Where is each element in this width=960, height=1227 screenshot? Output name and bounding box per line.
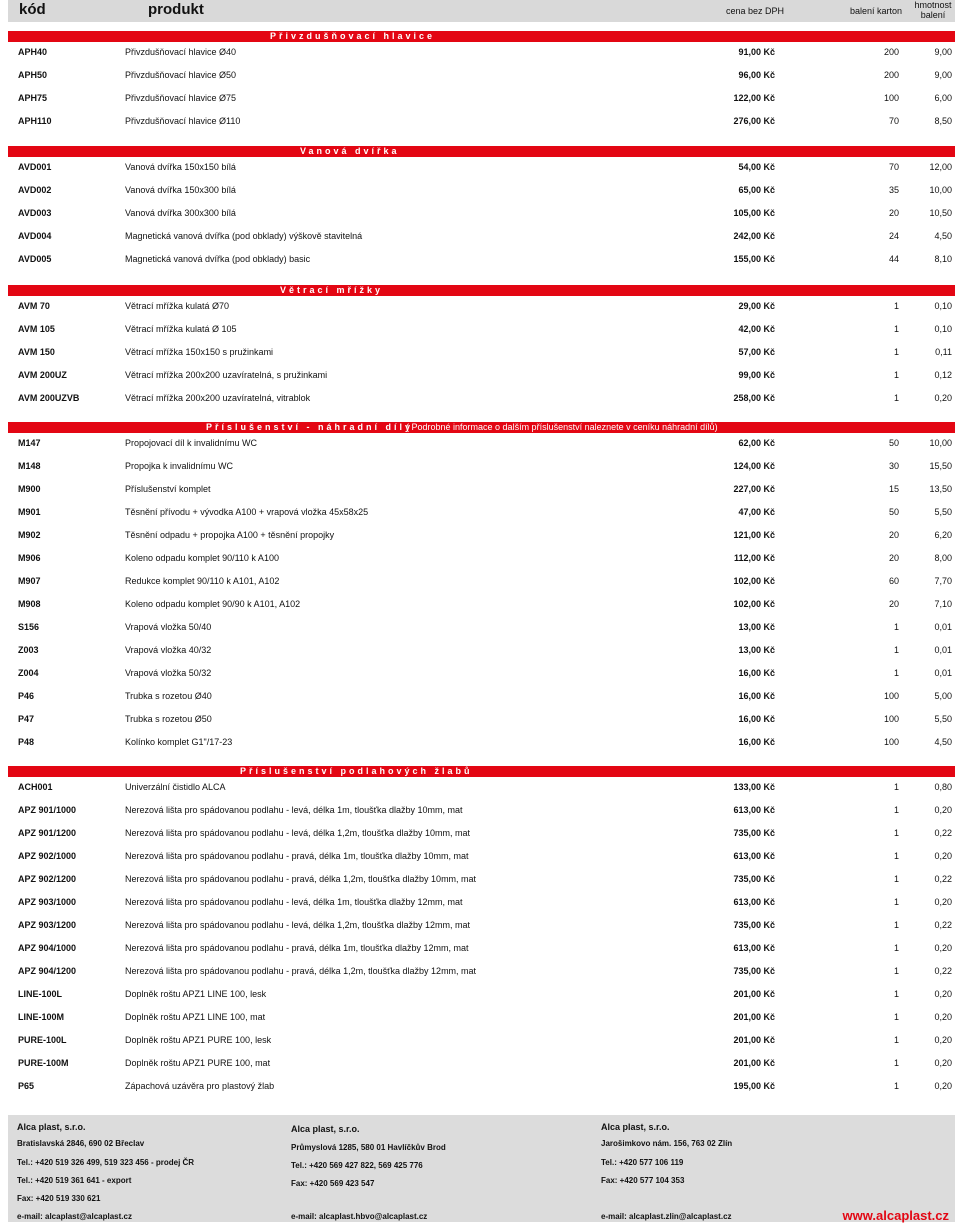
product-code: P48 <box>18 737 35 747</box>
product-price: 201,00 Kč <box>733 1058 775 1068</box>
product-name: Vanová dvířka 150x150 bílá <box>125 162 236 172</box>
table-row <box>8 596 955 612</box>
table-row <box>8 321 955 337</box>
product-code: P46 <box>18 691 35 701</box>
product-code: P47 <box>18 714 35 724</box>
section-title: Větrací mřížky <box>280 285 384 295</box>
package-weight: 0,22 <box>934 874 952 884</box>
package-weight: 8,00 <box>934 553 952 563</box>
carton-qty: 20 <box>888 530 899 540</box>
package-weight: 0,11 <box>935 347 952 357</box>
product-code: LINE-100M <box>18 1012 65 1022</box>
table-row <box>8 802 955 818</box>
carton-qty: 1 <box>893 874 899 884</box>
package-weight: 0,01 <box>934 668 952 678</box>
contact-line: Bratislavská 2846, 690 02 Břeclav <box>17 1139 145 1148</box>
product-name: Nerezová lišta pro spádovanou podlahu - pravá, délka 1,2m, tloušťka dlažby 12mm, mat <box>125 966 477 976</box>
product-code: AVD003 <box>18 208 52 218</box>
table-row <box>8 550 955 566</box>
table-row <box>8 90 955 106</box>
product-price: 276,00 Kč <box>733 116 775 126</box>
product-name: Univerzální čistidlo ALCA <box>125 782 226 792</box>
carton-qty: 1 <box>893 301 899 311</box>
product-price: 735,00 Kč <box>733 828 775 838</box>
carton-qty: 1 <box>893 805 899 815</box>
package-weight: 0,20 <box>934 943 952 953</box>
product-code: ACH001 <box>18 782 53 792</box>
company-name: Alca plast, s.r.o. <box>17 1122 86 1132</box>
table-row <box>8 940 955 956</box>
table-row <box>8 688 955 704</box>
carton-qty: 1 <box>893 1058 899 1068</box>
table-row <box>8 734 955 750</box>
table-row <box>8 367 955 383</box>
product-price: 242,00 Kč <box>733 231 775 241</box>
product-name: Trubka s rozetou Ø40 <box>125 691 212 701</box>
product-price: 105,00 Kč <box>733 208 775 218</box>
table-row <box>8 894 955 910</box>
product-price: 613,00 Kč <box>733 897 775 907</box>
table-row <box>8 251 955 267</box>
product-price: 16,00 Kč <box>738 691 775 701</box>
package-weight: 9,00 <box>934 47 952 57</box>
carton-qty: 100 <box>883 714 899 724</box>
product-price: 122,00 Kč <box>733 93 775 103</box>
product-price: 133,00 Kč <box>733 782 775 792</box>
carton-qty: 100 <box>883 93 899 103</box>
product-name: Doplněk roštu APZ1 LINE 100, lesk <box>125 989 267 999</box>
carton-qty: 1 <box>893 370 899 380</box>
footer <box>8 1115 955 1222</box>
product-code: PURE-100L <box>18 1035 67 1045</box>
package-weight: 0,01 <box>934 645 952 655</box>
section-title: Příslušenství - náhradní díly <box>206 422 414 432</box>
carton-qty: 20 <box>888 208 899 218</box>
carton-qty: 1 <box>893 966 899 976</box>
table-row <box>8 573 955 589</box>
header-code: kód <box>19 1 46 18</box>
product-code: PURE-100M <box>18 1058 69 1068</box>
carton-qty: 50 <box>888 507 899 517</box>
product-name: Nerezová lišta pro spádovanou podlahu - levá, délka 1m, tloušťka dlažby 10mm, mat <box>125 805 463 815</box>
carton-qty: 1 <box>893 645 899 655</box>
carton-qty: 1 <box>893 1081 899 1091</box>
section-title: Přivzdušňovací hlavice <box>270 31 436 41</box>
table-row <box>8 1078 955 1094</box>
product-name: Příslušenství komplet <box>125 484 211 494</box>
product-name: Redukce komplet 90/110 k A101, A102 <box>125 576 280 586</box>
carton-qty: 1 <box>893 989 899 999</box>
carton-qty: 200 <box>883 47 899 57</box>
product-price: 102,00 Kč <box>733 599 775 609</box>
product-price: 735,00 Kč <box>733 966 775 976</box>
product-code: M908 <box>18 599 41 609</box>
header-weight-line2: balení <box>920 10 946 20</box>
carton-qty: 1 <box>893 943 899 953</box>
product-code: APH40 <box>18 47 48 57</box>
carton-qty: 20 <box>888 599 899 609</box>
table-row <box>8 228 955 244</box>
package-weight: 0,20 <box>934 393 952 403</box>
product-code: AVM 200UZ <box>18 370 67 380</box>
table-row <box>8 642 955 658</box>
table-row <box>8 917 955 933</box>
website-link[interactable]: www.alcaplast.cz <box>842 1208 949 1223</box>
package-weight: 8,10 <box>934 254 952 264</box>
table-row <box>8 344 955 360</box>
table-row <box>8 67 955 83</box>
contact-line: Fax: +420 577 104 353 <box>601 1176 685 1185</box>
contact-line: Tel.: +420 569 427 822, 569 425 776 <box>291 1161 423 1170</box>
product-name: Větrací mřížka 150x150 s pružinkami <box>125 347 274 357</box>
header-weight-line1: hmotnost <box>914 0 952 10</box>
contact-line: Fax: +420 569 423 547 <box>291 1179 375 1188</box>
product-price: 16,00 Kč <box>738 668 775 678</box>
product-name: Propojovací díl k invalidnímu WC <box>125 438 258 448</box>
product-code: APZ 902/1000 <box>18 851 77 861</box>
contact-line: Jarošimkovo nám. 156, 763 02 Zlín <box>601 1139 733 1148</box>
product-name: Nerezová lišta pro spádovanou podlahu - pravá, délka 1m, tloušťka dlažby 12mm, mat <box>125 943 469 953</box>
product-code: AVM 70 <box>18 301 50 311</box>
product-name: Přivzdušňovací hlavice Ø110 <box>125 116 241 126</box>
product-price: 121,00 Kč <box>733 530 775 540</box>
product-price: 735,00 Kč <box>733 920 775 930</box>
contact-line: Tel.: +420 519 326 499, 519 323 456 - prodej ČR <box>17 1158 195 1167</box>
section-header <box>8 31 955 42</box>
package-weight: 0,12 <box>934 370 952 380</box>
product-name: Vanová dvířka 150x300 bílá <box>125 185 236 195</box>
carton-qty: 100 <box>883 691 899 701</box>
carton-qty: 1 <box>893 622 899 632</box>
product-code: S156 <box>18 622 40 632</box>
product-price: 258,00 Kč <box>733 393 775 403</box>
package-weight: 4,50 <box>934 231 952 241</box>
product-price: 47,00 Kč <box>738 507 775 517</box>
product-price: 613,00 Kč <box>733 851 775 861</box>
package-weight: 0,22 <box>934 828 952 838</box>
product-code: AVM 200UZVB <box>18 393 80 403</box>
product-code: APZ 904/1000 <box>18 943 77 953</box>
product-code: M148 <box>18 461 41 471</box>
product-price: 57,00 Kč <box>738 347 775 357</box>
product-name: Koleno odpadu komplet 90/110 k A100 <box>125 553 279 563</box>
section-header <box>8 422 955 433</box>
carton-qty: 70 <box>888 162 899 172</box>
package-weight: 13,50 <box>929 484 952 494</box>
contact-line: Tel.: +420 577 106 119 <box>601 1158 684 1167</box>
package-weight: 5,50 <box>934 507 952 517</box>
table-header <box>8 0 955 22</box>
product-name: Větrací mřížka 200x200 uzavíratelná, s pružinkami <box>125 370 328 380</box>
product-name: Vrapová vložka 50/32 <box>125 668 212 678</box>
product-code: AVD001 <box>18 162 52 172</box>
carton-qty: 200 <box>883 70 899 80</box>
product-price: 201,00 Kč <box>733 1012 775 1022</box>
product-price: 96,00 Kč <box>738 70 775 80</box>
product-code: Z003 <box>18 645 39 655</box>
product-code: M901 <box>18 507 41 517</box>
package-weight: 0,10 <box>934 324 952 334</box>
carton-qty: 1 <box>893 347 899 357</box>
carton-qty: 1 <box>893 324 899 334</box>
email-link[interactable]: e-mail: alcaplast@alcaplast.cz <box>17 1212 132 1221</box>
product-name: Vanová dvířka 300x300 bílá <box>125 208 236 218</box>
product-code: M902 <box>18 530 41 540</box>
carton-qty: 1 <box>893 920 899 930</box>
table-row <box>8 1032 955 1048</box>
table-row <box>8 205 955 221</box>
product-name: Nerezová lišta pro spádovanou podlahu - levá, délka 1,2m, tloušťka dlažby 10mm, mat <box>125 828 471 838</box>
carton-qty: 20 <box>888 553 899 563</box>
table-row <box>8 1055 955 1071</box>
carton-qty: 60 <box>888 576 899 586</box>
section-header <box>8 285 955 296</box>
section-title: Příslušenství podlahových žlabů <box>240 766 473 776</box>
product-price: 613,00 Kč <box>733 805 775 815</box>
section-header <box>8 146 955 157</box>
product-code: APH50 <box>18 70 48 80</box>
product-code: AVD002 <box>18 185 52 195</box>
carton-qty: 15 <box>888 484 899 494</box>
table-row <box>8 871 955 887</box>
product-name: Vrapová vložka 50/40 <box>125 622 212 632</box>
table-row <box>8 435 955 451</box>
package-weight: 9,00 <box>934 70 952 80</box>
product-code: APZ 904/1200 <box>18 966 77 976</box>
carton-qty: 44 <box>888 254 899 264</box>
product-price: 54,00 Kč <box>738 162 775 172</box>
product-code: P65 <box>18 1081 35 1091</box>
table-row <box>8 182 955 198</box>
product-code: M907 <box>18 576 41 586</box>
table-row <box>8 481 955 497</box>
table-row <box>8 619 955 635</box>
product-name: Trubka s rozetou Ø50 <box>125 714 212 724</box>
product-code: M147 <box>18 438 41 448</box>
carton-qty: 50 <box>888 438 899 448</box>
package-weight: 15,50 <box>929 461 952 471</box>
product-name: Doplněk roštu APZ1 PURE 100, mat <box>125 1058 271 1068</box>
package-weight: 0,20 <box>934 805 952 815</box>
header-product: produkt <box>148 1 204 18</box>
carton-qty: 1 <box>893 393 899 403</box>
product-name: Doplněk roštu APZ1 LINE 100, mat <box>125 1012 266 1022</box>
table-row <box>8 458 955 474</box>
package-weight: 0,10 <box>934 301 952 311</box>
contact-line: Průmyslová 1285, 580 01 Havlíčkův Brod <box>291 1143 446 1152</box>
product-name: Přivzdušňovací hlavice Ø75 <box>125 93 237 103</box>
product-price: 201,00 Kč <box>733 989 775 999</box>
product-code: APH110 <box>18 116 52 126</box>
email-link[interactable]: e-mail: alcaplast.hbvo@alcaplast.cz <box>291 1212 428 1221</box>
product-price: 99,00 Kč <box>738 370 775 380</box>
contact-line: Fax: +420 519 330 621 <box>17 1194 101 1203</box>
product-code: AVM 150 <box>18 347 55 357</box>
package-weight: 10,50 <box>929 208 952 218</box>
table-row <box>8 44 955 60</box>
package-weight: 6,20 <box>934 530 952 540</box>
package-weight: 0,22 <box>934 920 952 930</box>
product-price: 227,00 Kč <box>733 484 775 494</box>
header-price: cena bez DPH <box>726 6 785 16</box>
product-code: M906 <box>18 553 41 563</box>
package-weight: 0,80 <box>934 782 952 792</box>
package-weight: 0,20 <box>934 1035 952 1045</box>
product-code: APH75 <box>18 93 48 103</box>
table-row <box>8 113 955 129</box>
product-price: 195,00 Kč <box>733 1081 775 1091</box>
table-row <box>8 986 955 1002</box>
product-price: 62,00 Kč <box>738 438 775 448</box>
package-weight: 0,20 <box>934 1081 952 1091</box>
product-code: APZ 903/1200 <box>18 920 77 930</box>
product-code: AVD005 <box>18 254 52 264</box>
product-code: AVD004 <box>18 231 52 241</box>
product-name: Přivzdušňovací hlavice Ø50 <box>125 70 237 80</box>
product-name: Větrací mřížka 200x200 uzavíratelná, vitrablok <box>125 393 311 403</box>
product-name: Nerezová lišta pro spádovanou podlahu - levá, délka 1,2m, tloušťka dlažby 12mm, mat <box>125 920 471 930</box>
product-price: 613,00 Kč <box>733 943 775 953</box>
package-weight: 8,50 <box>934 116 952 126</box>
table-row <box>8 504 955 520</box>
product-code: APZ 901/1000 <box>18 805 77 815</box>
carton-qty: 100 <box>883 737 899 747</box>
table-row <box>8 527 955 543</box>
carton-qty: 1 <box>893 851 899 861</box>
package-weight: 5,50 <box>934 714 952 724</box>
table-row <box>8 711 955 727</box>
package-weight: 12,00 <box>929 162 952 172</box>
package-weight: 10,00 <box>929 438 952 448</box>
product-name: Těsnění přívodu + vývodka A100 + vrapová vložka 45x58x25 <box>125 507 369 517</box>
company-name: Alca plast, s.r.o. <box>601 1122 670 1132</box>
product-name: Nerezová lišta pro spádovanou podlahu - pravá, délka 1m, tloušťka dlažby 10mm, mat <box>125 851 469 861</box>
product-name: Přivzdušňovací hlavice Ø40 <box>125 47 237 57</box>
product-name: Zápachová uzávěra pro plastový žlab <box>125 1081 275 1091</box>
product-code: M900 <box>18 484 41 494</box>
table-row <box>8 159 955 175</box>
carton-qty: 1 <box>893 668 899 678</box>
carton-qty: 1 <box>893 828 899 838</box>
contact-line: Tel.: +420 519 361 641 - export <box>17 1176 132 1185</box>
product-price: 155,00 Kč <box>733 254 775 264</box>
product-code: AVM 105 <box>18 324 55 334</box>
package-weight: 0,20 <box>934 989 952 999</box>
package-weight: 0,01 <box>934 622 952 632</box>
product-name: Vrapová vložka 40/32 <box>125 645 212 655</box>
product-name: Větrací mřížka kulatá Ø 105 <box>125 324 237 334</box>
table-row <box>8 779 955 795</box>
carton-qty: 24 <box>888 231 899 241</box>
package-weight: 0,20 <box>934 851 952 861</box>
product-price: 112,00 Kč <box>733 553 775 563</box>
product-price: 91,00 Kč <box>738 47 775 57</box>
product-price: 124,00 Kč <box>733 461 775 471</box>
package-weight: 10,00 <box>929 185 952 195</box>
package-weight: 0,20 <box>934 1012 952 1022</box>
header-weight <box>913 0 953 20</box>
product-code: APZ 903/1000 <box>18 897 77 907</box>
company-name: Alca plast, s.r.o. <box>291 1124 360 1134</box>
package-weight: 7,10 <box>934 599 952 609</box>
table-row <box>8 848 955 864</box>
package-weight: 0,20 <box>934 897 952 907</box>
product-name: Nerezová lišta pro spádovanou podlahu - levá, délka 1m, tloušťka dlažby 12mm, mat <box>125 897 463 907</box>
product-price: 65,00 Kč <box>738 185 775 195</box>
carton-qty: 1 <box>893 1012 899 1022</box>
product-price: 42,00 Kč <box>738 324 775 334</box>
product-name: Koleno odpadu komplet 90/90 k A101, A102 <box>125 599 301 609</box>
product-name: Těsnění odpadu + propojka A100 + těsnění propojky <box>125 530 335 540</box>
email-link[interactable]: e-mail: alcaplast.zlin@alcaplast.cz <box>601 1212 732 1221</box>
product-price: 16,00 Kč <box>738 737 775 747</box>
product-name: Kolínko komplet G1"/17-23 <box>125 737 233 747</box>
package-weight: 0,20 <box>934 1058 952 1068</box>
package-weight: 7,70 <box>934 576 952 586</box>
product-name: Magnetická vanová dvířka (pod obklady) výškově stavitelná <box>125 231 363 241</box>
table-row <box>8 825 955 841</box>
product-price: 13,00 Kč <box>738 645 775 655</box>
product-name: Magnetická vanová dvířka (pod obklady) basic <box>125 254 311 264</box>
product-code: Z004 <box>18 668 39 678</box>
product-price: 735,00 Kč <box>733 874 775 884</box>
product-name: Doplněk roštu APZ1 PURE 100, lesk <box>125 1035 272 1045</box>
section-header <box>8 766 955 777</box>
carton-qty: 1 <box>893 897 899 907</box>
table-row <box>8 665 955 681</box>
section-title: Vanová dvířka <box>300 146 400 156</box>
product-price: 29,00 Kč <box>738 301 775 311</box>
product-name: Propojka k invalidnímu WC <box>125 461 234 471</box>
product-price: 13,00 Kč <box>738 622 775 632</box>
table-row <box>8 963 955 979</box>
product-name: Větrací mřížka kulatá Ø70 <box>125 301 230 311</box>
product-name: Nerezová lišta pro spádovanou podlahu - pravá, délka 1,2m, tloušťka dlažby 10mm, mat <box>125 874 477 884</box>
carton-qty: 70 <box>888 116 899 126</box>
carton-qty: 35 <box>888 185 899 195</box>
product-code: APZ 902/1200 <box>18 874 77 884</box>
table-row <box>8 298 955 314</box>
section-note: ( Podrobné informace o dalším příslušenství naleznete v ceníku náhradní dílů) <box>406 422 718 432</box>
table-row <box>8 390 955 406</box>
carton-qty: 1 <box>893 782 899 792</box>
product-code: LINE-100L <box>18 989 63 999</box>
product-price: 16,00 Kč <box>738 714 775 724</box>
header-carton: balení karton <box>850 6 903 16</box>
package-weight: 0,22 <box>934 966 952 976</box>
product-price: 201,00 Kč <box>733 1035 775 1045</box>
package-weight: 5,00 <box>934 691 952 701</box>
carton-qty: 1 <box>893 1035 899 1045</box>
table-row <box>8 1009 955 1025</box>
carton-qty: 30 <box>888 461 899 471</box>
package-weight: 4,50 <box>934 737 952 747</box>
package-weight: 6,00 <box>934 93 952 103</box>
product-code: APZ 901/1200 <box>18 828 77 838</box>
product-price: 102,00 Kč <box>733 576 775 586</box>
